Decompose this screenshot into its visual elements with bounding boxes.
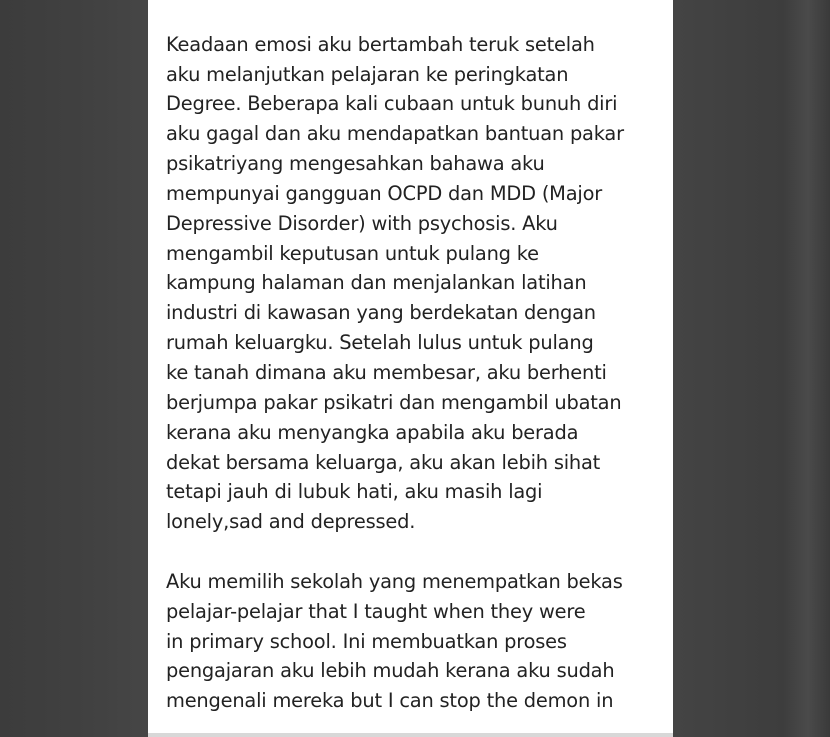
text-line: Depressive Disorder) with psychosis. Aku <box>166 211 558 235</box>
text-line: mengambil keputusan untuk pulang ke <box>166 241 539 265</box>
text-line: pengajaran aku lebih mudah kerana aku sudah <box>166 659 615 683</box>
text-line: tetapi jauh di lubuk hati, aku masih lagi <box>166 480 543 504</box>
text-line: rumah keluargku. Setelah lulus untuk pulang <box>166 331 594 355</box>
text-line: in primary school. Ini membuatkan proses <box>166 629 567 653</box>
text-line: Keadaan emosi aku bertambah teruk setelah <box>166 32 595 56</box>
text-line: Aku memilih sekolah yang menempatkan bekas <box>166 569 623 593</box>
text-line: lonely,sad and depressed. <box>166 510 416 534</box>
paragraph-2 <box>166 567 666 716</box>
document-text <box>166 0 666 716</box>
text-line: Degree. Beberapa kali cubaan untuk bunuh diri <box>166 92 618 116</box>
text-line: industri di kawasan yang berdekatan dengan <box>166 301 596 325</box>
paragraph-gap <box>166 0 666 30</box>
text-line: mengenali mereka but I can stop the demon in <box>166 689 614 713</box>
paragraph-gap <box>166 537 666 567</box>
text-line: psikatriyang mengesahkan bahawa aku <box>166 152 545 176</box>
text-line: ke tanah dimana aku membesar, aku berhenti <box>166 360 607 384</box>
text-line: dekat bersama keluarga, aku akan lebih sihat <box>166 450 601 474</box>
page-bottom-edge <box>148 733 673 737</box>
text-line: kampung halaman dan menjalankan latihan <box>166 271 587 295</box>
paragraph-1 <box>166 30 666 537</box>
text-line: aku melanjutkan pelajaran ke peringkatan <box>166 62 569 86</box>
text-line: berjumpa pakar psikatri dan mengambil ubatan <box>166 390 622 414</box>
text-line: kerana aku menyangka apabila aku berada <box>166 420 579 444</box>
text-line: pelajar-pelajar that I taught when they were <box>166 599 586 623</box>
text-line: mempunyai gangguan OCPD dan MDD (Major <box>166 181 603 205</box>
document-page <box>148 0 673 737</box>
text-line: aku gagal dan aku mendapatkan bantuan pakar <box>166 122 624 146</box>
left-background <box>0 0 148 737</box>
right-background <box>673 0 830 737</box>
